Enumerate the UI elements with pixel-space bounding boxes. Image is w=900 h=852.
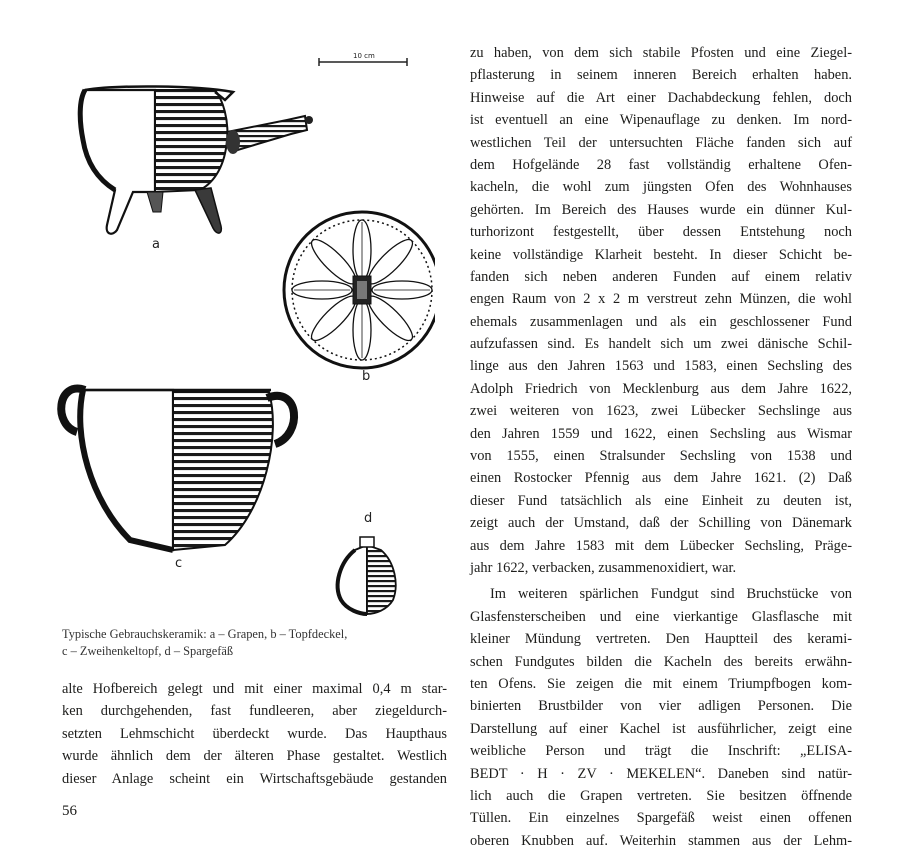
caption-line: c – Zweihenkeltopf, d – Spargefäß: [62, 644, 234, 658]
right-column-text: [470, 42, 852, 852]
text-line: Glasfensterscheiben und eine vierkantige Glasflasche mit: [470, 608, 852, 625]
text-line: kleiner Mündung vertreten. Den Hauptteil des kerami-: [470, 631, 852, 648]
text-line: von 1555, einen Stralsunder Sechsling von 1538 und: [470, 448, 852, 465]
text-line: zwei weiteren von 1623, zwei Lübecker Sechslinge aus: [470, 403, 852, 420]
text-line: BEDT · H · ZV · MEKELEN“. Daneben sind natür-: [470, 765, 852, 782]
paragraph-1: [470, 42, 852, 579]
caption-line: Typische Gebrauchskeramik: a – Grapen, b – Topfdeckel,: [62, 627, 348, 641]
text-line: aufzufassen sind. Es handelt sich um zwei dänische Schil-: [470, 336, 852, 353]
scale-bar-label: 10 cm: [353, 52, 375, 60]
text-line: engen Raum von 2 x 2 m verstreut zehn Münzen, die wohl: [470, 291, 852, 308]
text-line: turhorizont festgestellt, über dessen Entstehung noch: [470, 224, 852, 241]
spargefaess-drawing: [338, 537, 396, 614]
text-line: fanden sich neben anderen Funden auf einem relativ: [470, 268, 852, 285]
text-line: schen Fundgutes bilden die Kacheln des bereits erwähn-: [470, 653, 852, 670]
text-line: ehemals zusammenlagen und als ein geschlossener Fund: [470, 313, 852, 330]
figure-label-a: a: [152, 237, 160, 252]
text-line: setzten Lehmschicht überdeckt wurde. Das Haupthaus: [62, 725, 447, 742]
figure-label-c: c: [175, 556, 183, 571]
text-line: kacheln, die wohl zum jüngsten Ofen des Wohnhauses: [470, 179, 852, 196]
text-line: westlichen Teil der untersuchten Fläche fanden sich auf: [470, 134, 852, 151]
text-line: linge aus den Jahren 1563 und 1583, einen Sechsling des: [470, 358, 852, 375]
text-line: dem Hofgelände 28 fast vollständig erhaltene Ofen-: [470, 156, 852, 173]
text-line: weibliche Person und trägt die Inschrift: „ELISA-: [470, 743, 852, 760]
text-line: ten Ofens. Sie zeigen die mit einem Triumpfbogen kom-: [470, 675, 852, 692]
text-line: jahr 1622, verbacken, zusammenoxidiert, war.: [470, 559, 737, 576]
pottery-figure: [55, 40, 435, 620]
text-line: Adolph Friedrich von Mecklenburg aus dem Jahre 1622,: [470, 380, 852, 397]
figure-label-d: d: [364, 511, 373, 526]
text-line: alte Hofbereich gelegt und mit einer maximal 0,4 m star-: [62, 681, 447, 697]
text-line: binierten Brustbilder von vier adligen Personen. Die: [470, 698, 852, 715]
text-line: Hinweise auf die Art einer Dachabdeckung fehlen, doch: [470, 89, 852, 106]
two-handled-pot-drawing: [61, 389, 294, 550]
paragraph-2: [470, 583, 852, 852]
text-line: den Jahren 1559 und 1622, einen Sechsling aus Wismar: [470, 425, 852, 442]
text-line: Tüllen. Ein einzelnes Spargefäß weist einen offenen: [470, 810, 852, 827]
text-line: Darstellung auf einer Kachel ist ausführlicher, zeigt eine: [470, 720, 852, 737]
text-line: keine vollständige Klarheit besteht. In dieser Schicht be-: [470, 246, 852, 263]
text-line: oberen Knubben auf. Weiterhin stammen aus der Lehm-: [470, 832, 852, 849]
text-line: gehörten. Im Bereich des Hauses wurde ein dünner Kul-: [470, 201, 852, 218]
page-number: 56: [62, 803, 77, 819]
lid-drawing: [284, 212, 435, 368]
text-line: zu haben, von dem sich stabile Pfosten und eine Ziegel-: [470, 45, 852, 61]
text-line: einen Rostocker Pfennig aus dem Jahre 1621. (2) Daß: [470, 470, 852, 487]
text-line: Im weiteren spärlichen Fundgut sind Bruchstücke von: [490, 586, 852, 603]
text-line: pflasterung in seinem inneren Bereich erhalten haben.: [470, 67, 852, 84]
left-column-text: [62, 678, 447, 790]
pottery-drawings: [55, 40, 435, 620]
text-line: dieser Fund tatsächlich als eine Einheit zu deuten ist,: [470, 492, 852, 509]
text-line: wurde ähnlich dem der älteren Phase gestaltet. Westlich: [62, 748, 447, 765]
text-line: dieser Anlage scheint ein Wirtschaftsgebäude gestanden: [62, 770, 447, 787]
text-line: ist eventuell an eine Wipenauflage zu denken. Im nord-: [470, 112, 852, 129]
text-line: ken durchgehenden, fast fundleeren, aber ziegeldurch-: [62, 703, 447, 720]
text-line: aus dem Jahre 1583 mit dem Lübecker Sechsling, Präge-: [470, 537, 852, 554]
grapen-drawing: [80, 86, 313, 233]
text-line: zeigt auch der Umstand, daß der Schilling von Dänemark: [470, 515, 852, 532]
figure-caption: [62, 626, 402, 660]
text-line: lich auch die Grapen vertreten. Sie besitzen öffnende: [470, 787, 852, 804]
figure-label-b: b: [362, 369, 371, 384]
